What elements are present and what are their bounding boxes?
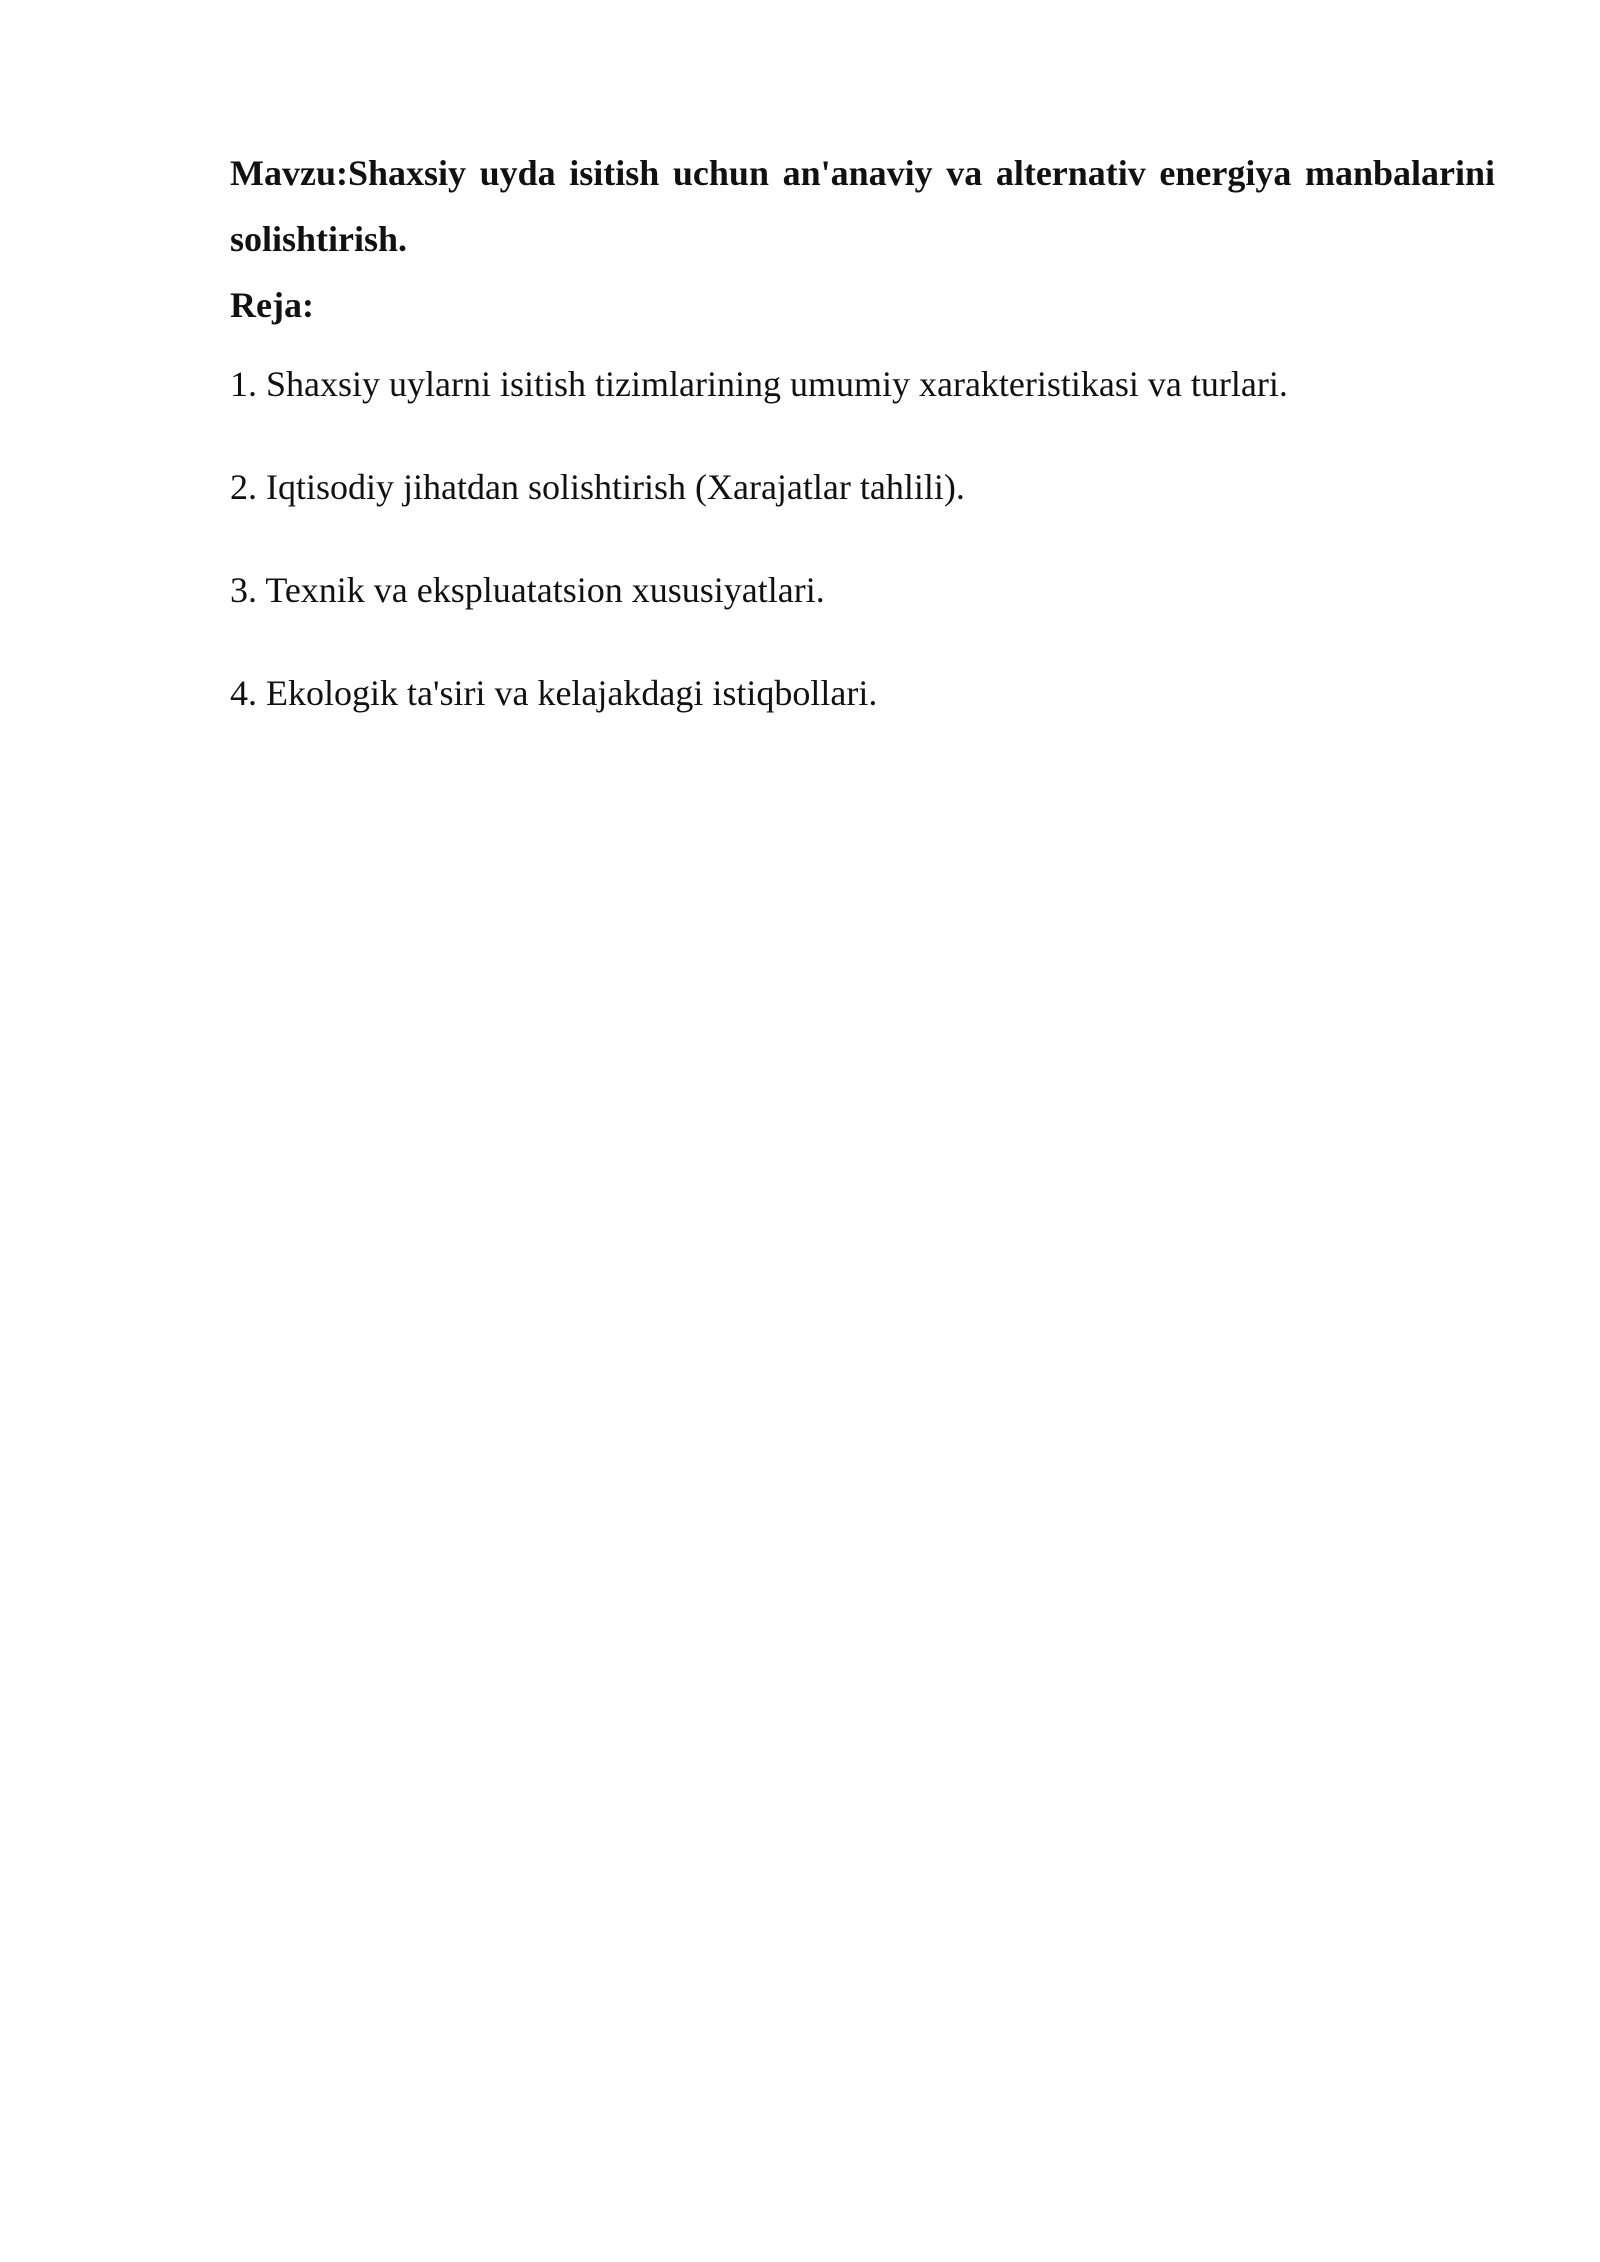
plan-heading: Reja: (230, 285, 314, 325)
plan-item-1: 1. Shaxsiy uylarni isitish tizimlarining umumiy xarakteristikasi va turlari. (230, 364, 1288, 404)
plan-item-3: 3. Texnik va ekspluatatsion xususiyatlari. (230, 570, 825, 610)
plan-item-4: 4. Ekologik ta'siri va kelajakdagi istiqbollari. (230, 673, 878, 713)
document-title: Mavzu:Shaxsiy uyda isitish uchun an'anaviy va alternativ energiya manbalarini solishtirish. (230, 153, 1495, 259)
plan-item-2: 2. Iqtisodiy jihatdan solishtirish (Xarajatlar tahlili). (230, 467, 965, 507)
document-body (230, 140, 1495, 774)
plan-list (230, 362, 1495, 715)
